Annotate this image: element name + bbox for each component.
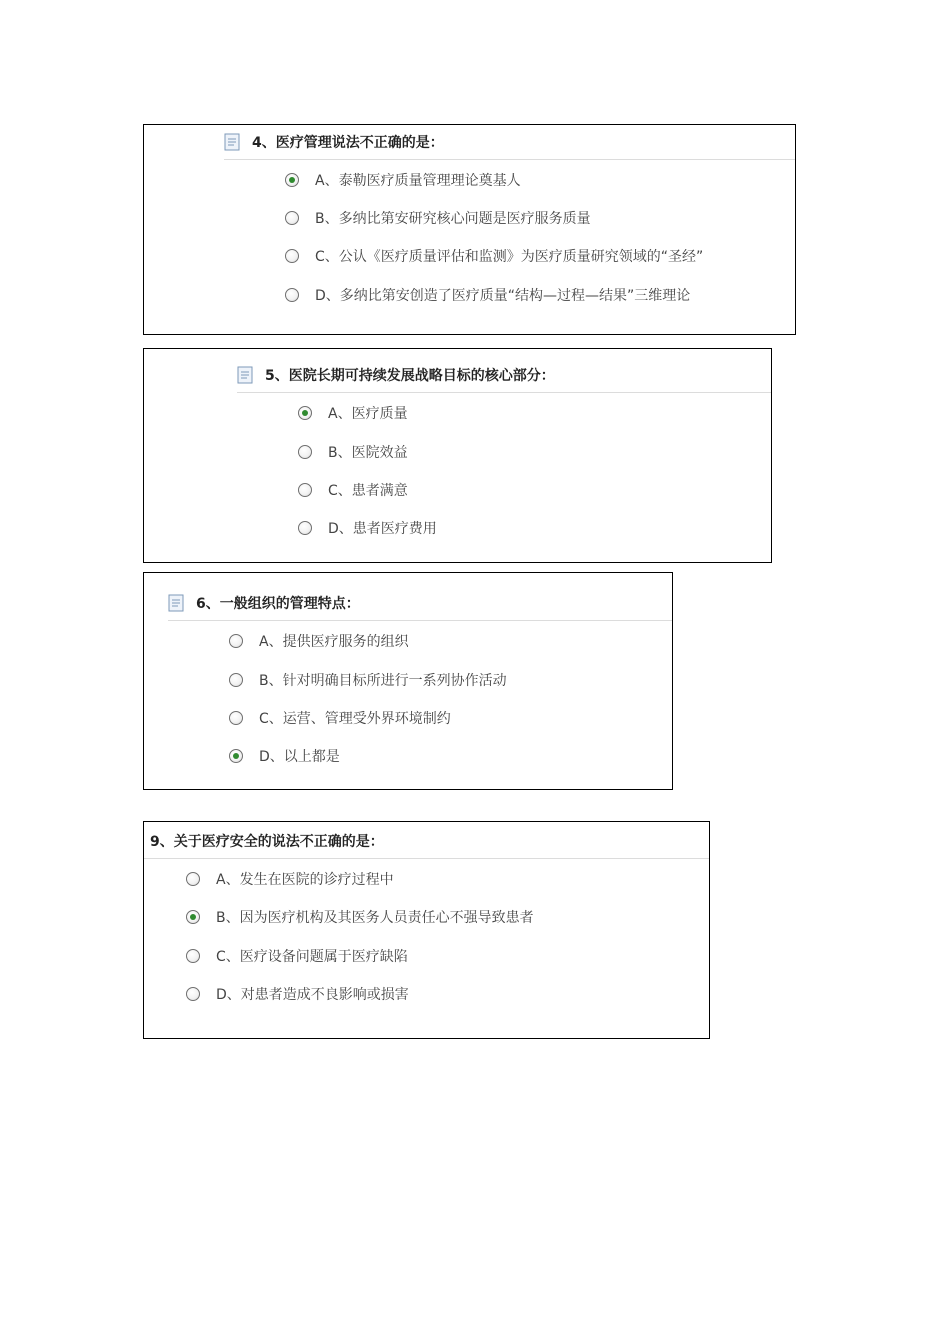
radio-button[interactable] — [285, 249, 299, 263]
option-a[interactable] — [285, 169, 521, 191]
document-list-icon — [224, 133, 240, 151]
document-list-icon — [168, 594, 184, 612]
radio-button[interactable] — [298, 521, 312, 535]
question-header — [144, 824, 709, 859]
radio-button[interactable] — [298, 483, 312, 497]
radio-button[interactable] — [186, 910, 200, 924]
question-title: 9、关于医疗安全的说法不正确的是： — [150, 834, 384, 850]
question-card-9 — [143, 821, 710, 1039]
question-title: 4、医疗管理说法不正确的是： — [252, 135, 444, 151]
question-title: 5、医院长期可持续发展战略目标的核心部分： — [265, 368, 555, 384]
option-c[interactable] — [285, 245, 703, 267]
radio-button[interactable] — [229, 749, 243, 763]
option-b[interactable] — [229, 669, 507, 691]
option-c[interactable] — [229, 707, 451, 729]
option-d[interactable] — [298, 517, 437, 539]
option-label: D、以上都是 — [259, 749, 340, 765]
option-label: A、医疗质量 — [328, 406, 408, 422]
option-b[interactable] — [186, 906, 534, 928]
radio-button[interactable] — [285, 211, 299, 225]
option-label: A、提供医疗服务的组织 — [259, 634, 409, 650]
radio-button[interactable] — [229, 711, 243, 725]
radio-button[interactable] — [285, 288, 299, 302]
radio-button[interactable] — [229, 673, 243, 687]
option-label: C、公认《医疗质量评估和监测》为医疗质量研究领域的“圣经” — [315, 249, 704, 265]
option-label: A、泰勒医疗质量管理理论奠基人 — [315, 173, 521, 189]
option-a[interactable] — [298, 402, 408, 424]
option-label: B、因为医疗机构及其医务人员责任心不强导致患者 — [216, 910, 534, 926]
question-header — [237, 358, 771, 393]
option-label: C、运营、管理受外界环境制约 — [259, 711, 451, 727]
document-list-icon — [237, 366, 253, 384]
option-label: C、医疗设备问题属于医疗缺陷 — [216, 949, 408, 965]
radio-button[interactable] — [298, 445, 312, 459]
question-card-4 — [143, 124, 796, 335]
option-d[interactable] — [285, 284, 690, 306]
option-label: A、发生在医院的诊疗过程中 — [216, 872, 394, 888]
option-label: D、患者医疗费用 — [328, 521, 437, 537]
radio-button[interactable] — [229, 634, 243, 648]
radio-button[interactable] — [285, 173, 299, 187]
question-card-6 — [143, 572, 673, 790]
option-label: D、多纳比第安创造了医疗质量“结构—过程—结果”三维理论 — [315, 288, 691, 304]
option-label: C、患者满意 — [328, 483, 408, 499]
option-b[interactable] — [298, 441, 408, 463]
option-label: B、医院效益 — [328, 445, 408, 461]
option-d[interactable] — [229, 745, 340, 767]
option-c[interactable] — [186, 945, 408, 967]
option-d[interactable] — [186, 983, 409, 1005]
question-header — [224, 125, 795, 160]
radio-button[interactable] — [186, 987, 200, 1001]
option-label: B、多纳比第安研究核心问题是医疗服务质量 — [315, 211, 591, 227]
radio-button[interactable] — [186, 949, 200, 963]
question-title: 6、一般组织的管理特点： — [196, 596, 360, 612]
question-header — [168, 586, 672, 621]
option-c[interactable] — [298, 479, 408, 501]
option-label: B、针对明确目标所进行一系列协作活动 — [259, 673, 507, 689]
option-label: D、对患者造成不良影响或损害 — [216, 987, 409, 1003]
radio-button[interactable] — [186, 872, 200, 886]
option-a[interactable] — [229, 630, 409, 652]
radio-button[interactable] — [298, 406, 312, 420]
option-a[interactable] — [186, 868, 394, 890]
question-card-5 — [143, 348, 772, 563]
option-b[interactable] — [285, 207, 591, 229]
